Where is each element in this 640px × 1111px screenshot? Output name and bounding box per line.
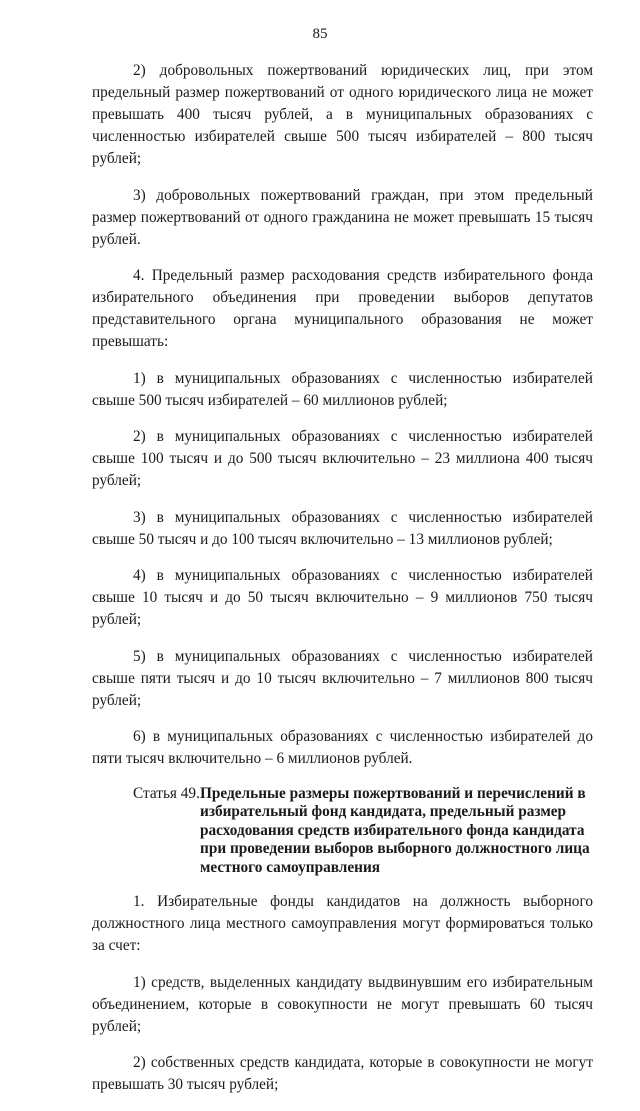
document-body <box>92 60 593 1111</box>
article-heading <box>92 785 593 878</box>
list-item-100k-500k: 2) в муниципальных образованиях с численностью избирателей свыше 100 тысяч и до 500 тысяч включительно – 23 миллиона 400 тысяч рублей; <box>92 428 593 489</box>
paragraph-spending-limit: 4. Предельный размер расходования средств избирательного фонда избирательного объединения при проведении выборов депутатов представительного органа муниципального образования не может превышать: <box>92 267 593 350</box>
paragraph-citizens: 3) добровольных пожертвований граждан, при этом предельный размер пожертвований от одного гражданина не может превышать 15 тысяч рублей. <box>92 186 593 248</box>
list-item-over-500k: 1) в муниципальных образованиях с численностью избирателей свыше 500 тысяч избирателей – 60 миллионов рублей; <box>92 369 593 409</box>
list-item-under-5k: 6) в муниципальных образованиях с численностью избирателей до пяти тысяч включительно – 6 миллионов рублей. <box>92 728 593 767</box>
list-item-10k-50k: 4) в муниципальных образованиях с численностью избирателей свыше 10 тысяч и до 50 тысяч включительно – 9 миллионов 750 тысяч рублей; <box>92 567 593 628</box>
paragraph-legal-entities: 2) добровольных пожертвований юридических лиц, при этом предельный размер пожертвований от одного юридического лица не может превышать 400 тысяч рублей, а в муниципальных образованиях с численностью избирателей свыше 500 тысяч избирателей – 800 тысяч рублей; <box>92 62 593 167</box>
list-item-5k-10k: 5) в муниципальных образованиях с численностью избирателей свыше пяти тысяч и до 10 тысяч включительно – 7 миллионов 800 тысяч рублей; <box>92 647 593 709</box>
page-number: 85 <box>312 26 328 42</box>
article-number: Статья 49. <box>133 784 200 802</box>
list-item-own-funds: 2) собственных средств кандидата, которые в совокупности не могут превышать 30 тысяч рублей; <box>92 1054 593 1093</box>
article-title: Предельные размеры пожертвований и перечислений в избирательный фонд кандидата, предельный размер расходования средств избирательного фонда кандидата при проведении выборов выборного должностного лица местного самоуправления <box>200 784 590 876</box>
paragraph-funds-formation: 1. Избирательные фонды кандидатов на должность выборного должностного лица местного самоуправления могут формироваться только за счет: <box>92 893 593 954</box>
list-item-50k-100k: 3) в муниципальных образованиях с численностью избирателей свыше 50 тысяч и до 100 тысяч включительно – 13 миллионов рублей; <box>92 508 593 548</box>
list-item-party-funds: 1) средств, выделенных кандидату выдвинувшим его избирательным объединением, которые в совокупности не могут превышать 60 тысяч рублей; <box>92 973 593 1035</box>
